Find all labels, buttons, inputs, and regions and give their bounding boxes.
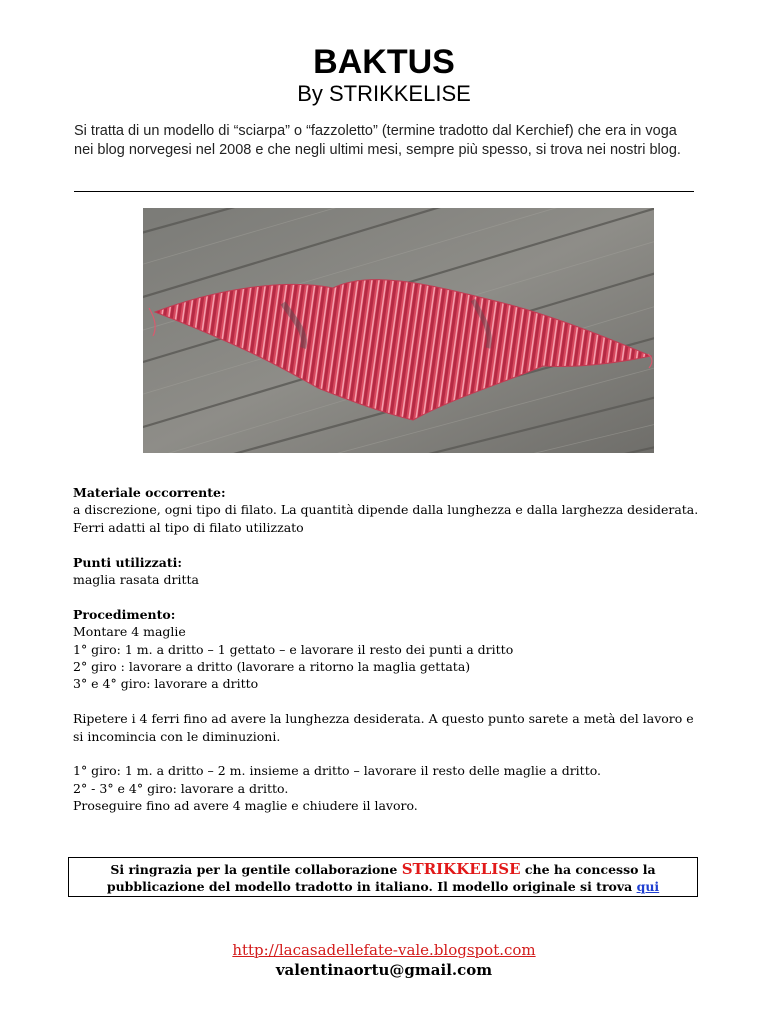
thanks-brand: STRIKKELISE — [401, 860, 521, 878]
document-subtitle: By STRIKKELISE — [297, 81, 471, 106]
procedure-heading: Procedimento: — [73, 606, 176, 622]
procedure-step: Montare 4 maglie — [73, 624, 186, 640]
intro-paragraph: Si tratta di un modello di “sciarpa” o “fazzoletto” (termine tradotto dal Kerchief) che era in voga nei blog norvegesi nel 2008 e che negli ultimi mesi, sempre più spesso, si trova nei nostri blog. — [74, 123, 681, 158]
document-title: BAKTUS — [313, 43, 455, 81]
original-pattern-link[interactable]: qui — [636, 879, 660, 894]
procedure-step: 2° giro : lavorare a dritto (lavorare a ritorno la maglia gettata) — [73, 659, 471, 675]
procedure-step: 1° giro: 1 m. a dritto – 2 m. insieme a dritto – lavorare il resto delle maglie a dritto. — [73, 763, 601, 779]
thanks-box — [68, 857, 698, 897]
thanks-text-continued: che ha concesso la pubblicazione del modello tradotto in italiano. Il modello originale si trova — [106, 862, 656, 894]
procedure-step: 3° e 4° giro: lavorare a dritto — [73, 676, 259, 692]
thanks-text: Si ringrazia per la gentile collaborazione — [110, 862, 402, 877]
footer — [0, 940, 768, 980]
contact-email: valentinaortu@gmail.com — [275, 961, 493, 979]
pattern-instructions — [73, 484, 703, 815]
scarf-photo — [143, 208, 654, 453]
procedure-step: Proseguire fino ad avere 4 maglie e chiudere il lavoro. — [73, 798, 418, 814]
stitches-text: maglia rasata dritta — [73, 572, 199, 588]
materials-needles: Ferri adatti al tipo di filato utilizzato — [73, 519, 304, 535]
procedure-step: 2° - 3° e 4° giro: lavorare a dritto. — [73, 780, 289, 796]
horizontal-rule — [74, 191, 694, 192]
procedure-paragraph: Ripetere i 4 ferri fino ad avere la lunghezza desiderata. A questo punto sarete a metà del lavoro e si incomincia con le diminuzioni. — [73, 711, 694, 744]
procedure-step: 1° giro: 1 m. a dritto – 1 gettato – e lavorare il resto dei punti a dritto — [73, 641, 514, 657]
blog-link[interactable]: http://lacasadellefate-vale.blogspot.com — [232, 941, 536, 959]
materials-text: a discrezione, ogni tipo di filato. La quantità dipende dalla lunghezza e dalla larghezza desiderata. — [73, 502, 699, 518]
stitches-heading: Punti utilizzati: — [73, 554, 182, 570]
materials-heading: Materiale occorrente: — [73, 485, 226, 500]
